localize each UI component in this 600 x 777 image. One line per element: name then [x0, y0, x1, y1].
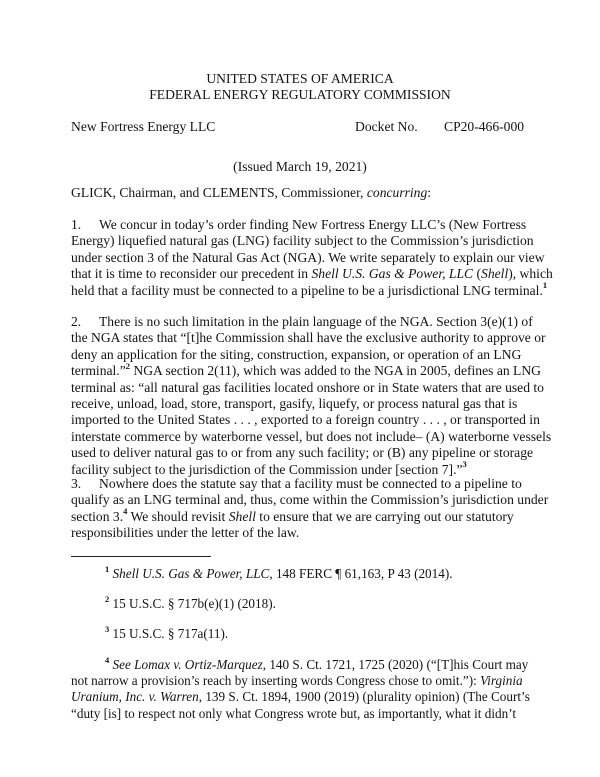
signers-line	[71, 185, 431, 201]
p2-line-9: used to deliver natural gas to or from any such facility; or (B) any pipeline or storage	[71, 445, 534, 461]
footnote-4-text-1: , 140 S. Ct. 1721, 1725 (2020) (“[T]his Court may	[262, 657, 529, 672]
p1-text-5: held that a facility must be connected to a pipeline to be a jurisdictional LNG terminal.	[71, 282, 543, 298]
p2-text-4b: NGA section 2(11), which was added to the NGA in 2005, defines an LNG	[129, 363, 541, 379]
p1-text-4a: that it is time to reconsider our precedent in	[71, 266, 312, 282]
footnote-ref-2[interactable]: 2	[125, 360, 130, 371]
p3-short-cite: Shell	[228, 508, 256, 524]
paragraph-2	[71, 314, 552, 478]
p3-text-3b: We should revisit	[127, 508, 229, 524]
footnote-4-cite-1: See Lomax v. Ortiz-Marquez	[112, 657, 263, 672]
docket-label: Docket No.	[355, 119, 418, 134]
p1-text-1: We concur in today’s order finding New Fortress Energy LLC’s (New Fortress	[99, 217, 527, 232]
p3-number: 3.	[71, 476, 82, 491]
p3-text-3a: section 3.	[71, 508, 124, 524]
p1-line-3: under section 3 of the Natural Gas Act (NGA). We write separately to explain our view	[71, 249, 545, 265]
p3-text-3d: to ensure that we are carrying out our statutory	[255, 508, 514, 524]
p2-line-6: receive, unload, load, store, transport, gasify, liquefy, or process natural gas that is	[71, 396, 518, 412]
p2-number: 2.	[71, 314, 82, 329]
p2-line-7: imported to the United States . . . , exported to a foreign country . . . , or transported in	[71, 412, 540, 428]
docket-number: CP20-466-000	[444, 119, 525, 134]
footnote-ref-4[interactable]: 4	[123, 506, 128, 517]
footnote-1-number: 1	[105, 563, 110, 574]
footnote-2-text: 15 U.S.C. § 717b(e)(1) (2018).	[112, 596, 276, 611]
p3-line-1	[71, 476, 541, 492]
footnote-2-number: 2	[105, 593, 110, 604]
p1-line-2: Energy) liquefied natural gas (LNG) facility subject to the Commission’s jurisdiction	[71, 233, 534, 249]
footnote-1	[71, 563, 541, 582]
p2-text-10: facility subject to the jurisdiction of the Commission under [section 7].”	[71, 461, 463, 477]
paragraph-3	[71, 476, 549, 542]
footnote-1-rest: , 148 FERC ¶ 61,163, P 43 (2014).	[269, 566, 453, 581]
p2-line-2: the NGA states that “[t]he Commission shall have the exclusive authority to approve or	[71, 330, 546, 346]
footnote-2	[71, 593, 541, 612]
p3-text-1: Nowhere does the statute say that a facility must be connected to a pipeline to	[99, 476, 522, 491]
footnote-4-text-3: , 139 S. Ct. 1894, 1900 (2019) (plurality opinion) (The Court’s	[198, 689, 530, 705]
p2-line-3: deny an application for the siting, construction, expansion, or operation of an LNG	[71, 346, 522, 362]
p3-line-3	[71, 506, 541, 525]
header-line-2: FEDERAL ENERGY REGULATORY COMMISSION	[149, 87, 451, 102]
footnote-4-text-4: “duty [is] to respect not only what Congress wrote but, as importantly, what it didn’t	[71, 705, 517, 721]
caption-party: New Fortress Energy LLC	[71, 119, 216, 134]
signers-role: concurring	[366, 185, 428, 200]
p3-line-2: qualify as an LNG terminal and, thus, come within the Commission’s jurisdiction under	[71, 492, 549, 508]
footnote-4-cite-2a: Virginia	[480, 673, 523, 689]
footnote-4-text-2: not narrow a provision’s reach by inserting words Congress chose to omit.”):	[71, 673, 481, 689]
p1-number: 1.	[71, 217, 82, 232]
footnote-3	[71, 623, 541, 642]
p2-line-4	[71, 360, 541, 379]
p2-line-5: terminal as: “all natural gas facilities located onshore or in State waters that are used to	[71, 379, 544, 395]
footnote-4	[71, 654, 541, 722]
p2-line-8: interstate commerce by waterborne vessel, but does not include– (A) waterborne vessels	[71, 428, 552, 444]
header-line-1: UNITED STATES OF AMERICA	[206, 71, 394, 86]
p1-line-4	[71, 266, 553, 282]
p1-text-4e: ), which	[508, 266, 553, 282]
footnote-separator	[71, 556, 211, 557]
p1-text-4c: (	[473, 266, 482, 282]
footnote-4-cite-2b: Uranium, Inc. v. Warren	[71, 689, 199, 705]
signers-text: GLICK, Chairman, and CLEMENTS, Commissioner,	[71, 185, 367, 200]
issued-date: (Issued March 19, 2021)	[233, 159, 367, 174]
signers-trail: :	[427, 185, 432, 200]
footnote-ref-3[interactable]: 3	[462, 459, 467, 470]
p2-text-1: There is no such limitation in the plain language of the NGA. Section 3(e)(1) of	[99, 314, 533, 329]
footnote-3-text: 15 U.S.C. § 717a(11).	[112, 626, 229, 641]
paragraph-1	[71, 217, 553, 299]
footnote-ref-1[interactable]: 1	[542, 280, 548, 291]
footnote-4-number: 4	[105, 654, 110, 665]
p2-text-4a: terminal.”	[71, 363, 126, 379]
p1-case-name: Shell U.S. Gas & Power, LLC	[311, 266, 474, 282]
p3-line-4: responsibilities under the letter of the law.	[71, 525, 300, 541]
p2-line-1	[71, 314, 541, 330]
p1-short-cite: Shell	[481, 266, 509, 282]
p1-line-5	[71, 280, 548, 299]
footnote-3-number: 3	[105, 623, 110, 634]
p1-line-1	[71, 217, 541, 233]
footnote-1-cite: Shell U.S. Gas & Power, LLC	[112, 566, 270, 581]
